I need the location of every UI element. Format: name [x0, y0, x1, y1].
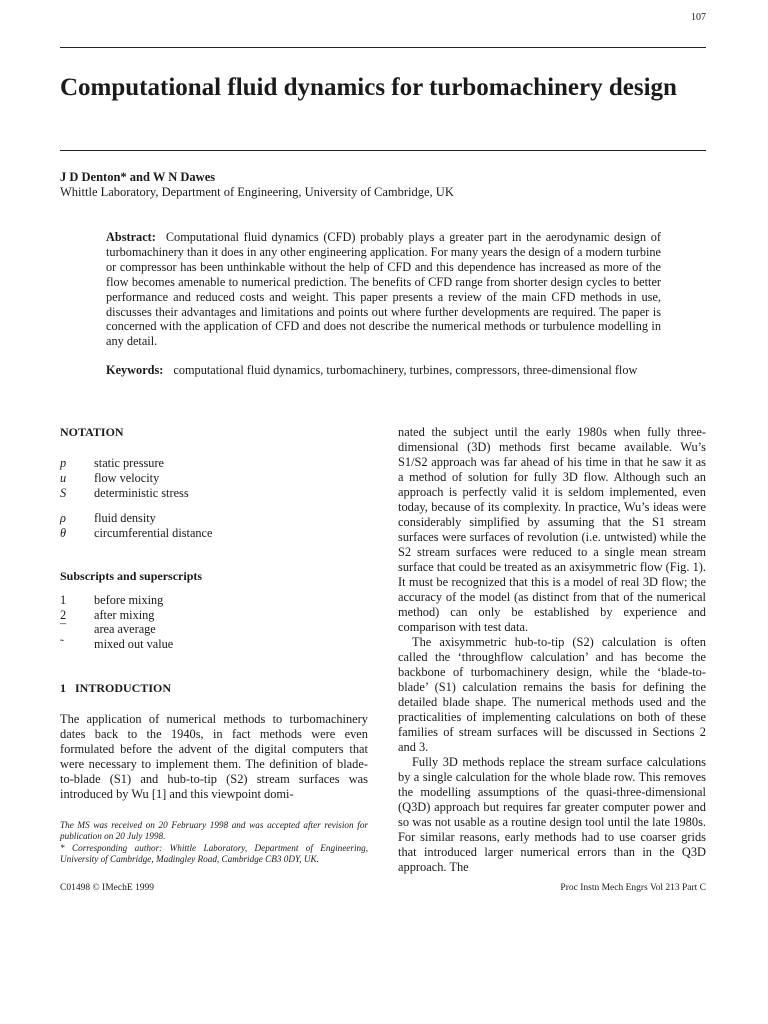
right-column [398, 425, 706, 875]
subscript-description: area average [94, 622, 156, 636]
abstract-text: Computational fluid dynamics (CFD) probably plays a greater part in the aerodynamic design of turbomachinery than it does in any other engineering application. For many years the design of a modern turbine or compressor has been unthinkable without the help of CFD and this dependence has increased as more of the flow becomes amenable to numerical prediction. The benefits of CFD range from shorter design cycles to better performance and reduced costs and weight. This paper presents a review of the main CFD methods in use, discusses their advantages and limitations and points out where further developments are required. The paper is concerned with the application of CFD and does not describe the numerical methods or turbulence modelling in any detail. [106, 230, 661, 349]
page-number: 107 [691, 12, 706, 23]
body-paragraph: nated the subject until the early 1980s when fully three-dimensional (3D) methods first became available. Wu’s S1/S2 approach was far ahead of his time in that he saw it as a method of solution for fully 3D flow. Although such an approach is perfectly valid it is seldom implemented, even today, because of its complexity. In practice, Wu’s ideas were considerably simplified by assuming that the S1 stream surfaces were surfaces of revolution (i.e. untwisted) while the S2 stream surfaces were reduced to a single mean stream surface that could be treated as an axisymmetric flow (Fig. 1). It must be recognized that this is a model of real 3D flow; the accuracy of the model (as distinct from that of the numerical method) can only be established by experience and comparison with test data. [398, 425, 706, 634]
journal-footer: Proc Instn Mech Engrs Vol 213 Part C [560, 883, 706, 893]
notation-description: circumferential distance [94, 526, 213, 540]
abstract [106, 230, 661, 349]
notation-item [60, 471, 360, 486]
notation-description: static pressure [94, 456, 164, 470]
affiliation: Whittle Laboratory, Department of Engineering, University of Cambridge, UK [60, 185, 454, 199]
author-line [60, 170, 215, 185]
keywords-label: Keywords: [106, 363, 164, 377]
abstract-label: Abstract: [106, 230, 156, 244]
notation-description: fluid density [94, 511, 156, 525]
notation-symbol: u [60, 471, 67, 485]
subscript-symbol: 1 [60, 593, 67, 607]
notation-description: flow velocity [94, 471, 160, 485]
subscript-item [60, 608, 360, 623]
author-names: J D Denton* and W N Dawes [60, 170, 216, 184]
body-paragraph: The axisymmetric hub-to-tip (S2) calculation is often called the ‘throughflow calculation’ and has become the backbone of turbomachinery design, while the ‘blade-to-blade’ (S1) calculation remains the basis for defining the detailed blade shape. The numerical methods used and the practicalities of implementing calculations on both of these families of stream surfaces will be discussed in Sections 2 and 3. [398, 635, 706, 754]
notation-item [60, 456, 360, 471]
paper-title: Computational fluid dynamics for turbomachinery design [60, 74, 677, 101]
title-rule [60, 150, 706, 151]
subscript-symbol: ˜ [60, 637, 65, 651]
notation-description: deterministic stress [94, 486, 189, 500]
body-paragraph: Fully 3D methods replace the stream surface calculations by a single calculation for the whole blade row. This removes the modelling assumptions of the quasi-three-dimensional (Q3D) approach but requires far greater computer power and so was not usable as a routine design tool until the late 1980s. For similar reasons, early methods had to use coarser grids that introduced larger numerical errors than in the Q3D approach. The [398, 755, 706, 874]
subscript-description: before mixing [94, 593, 164, 607]
introduction-text [60, 712, 368, 802]
received-note: The MS was received on 20 February 1998 and was accepted after revision for publication on 20 July 1998. [60, 820, 368, 842]
subscript-description: mixed out value [94, 637, 174, 651]
subscript-item [60, 637, 360, 652]
notation-item [60, 526, 360, 541]
subscript-symbol: 2 [60, 608, 67, 622]
subscript-description: after mixing [94, 608, 155, 622]
notation-symbol: θ [60, 526, 67, 540]
notation-symbol: ρ [60, 511, 66, 525]
subscripts-heading: Subscripts and superscripts [60, 569, 203, 583]
corresponding-author-note: * Corresponding author: Whittle Laboratory, Department of Engineering, University of Cambridge, Madingley Road, Cambridge CB3 0DY, UK. [60, 842, 368, 864]
notation-item [60, 511, 360, 526]
notation-heading: NOTATION [60, 425, 124, 439]
introduction-paragraph: The application of numerical methods to turbomachinery dates back to the 1940s, in fact methods were even formulated before the advent of the digital computers that were necessary to implement them. The definition of blade-to-blade (S1) and hub-to-tip (S2) stream surfaces was introduced by Wu [1] and this viewpoint domi- [60, 712, 368, 801]
keywords [106, 362, 661, 378]
subscript-item [60, 622, 360, 637]
introduction-heading: 1 INTRODUCTION [60, 681, 172, 695]
keywords-text: computational fluid dynamics, turbomachinery, turbines, compressors, three-dimensional flow [173, 363, 638, 377]
copyright-footer: C01498 © IMechE 1999 [60, 883, 155, 893]
subscript-item [60, 593, 360, 608]
top-rule [60, 47, 706, 48]
notation-symbol: p [60, 456, 67, 470]
footnote [60, 820, 368, 865]
notation-item [60, 486, 360, 501]
subscript-symbol: ¯ [60, 622, 67, 636]
notation-symbol: S [60, 486, 67, 500]
